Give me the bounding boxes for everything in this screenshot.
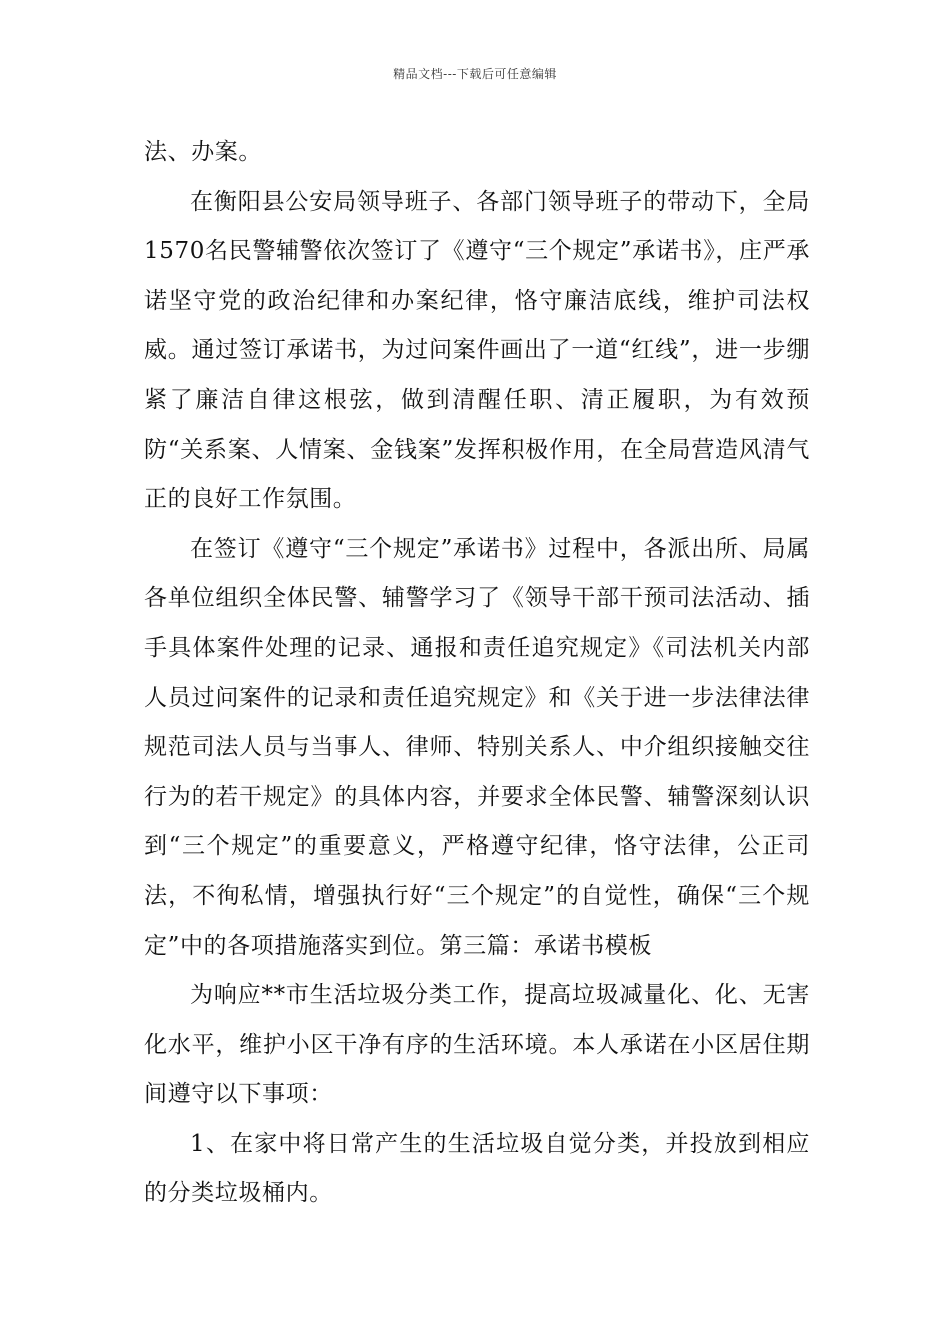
paragraph-4: 为响应**市生活垃圾分类工作，提高垃圾减量化、化、无害化水平，维护小区干净有序的生活环境。本人承诺在小区居住期间遵守以下事项： xyxy=(144,982,810,1108)
paragraph-2: 在衡阳县公安局领导班子、各部门领导班子的带动下，全局1570名民警辅警依次签订了《遵守“三个规定”承诺书》，庄严承诺坚守党的政治纪律和办案纪律，恪守廉洁底线，维护司法权威。通过签订承诺书，为过问案件画出了一道“红线”，进一步绷紧了廉洁自律这根弦，做到清醒任职、清正履职，为有效预防“关系案、人情案、金钱案”发挥积极作用，在全局营造风清气正的良好工作氛围。 xyxy=(144,188,810,513)
paragraph-1: 法、办案。 xyxy=(144,139,262,165)
paragraph-5: 1、在家中将日常产生的生活垃圾自觉分类，并投放到相应的分类垃圾桶内。 xyxy=(144,1130,810,1207)
document-body xyxy=(144,128,810,1219)
page-header: 精品文档---下载后可任意编辑 xyxy=(393,67,557,81)
paragraph-3: 在签订《遵守“三个规定”承诺书》过程中，各派出所、局属各单位组织全体民警、辅警学习了《领导干部干预司法活动、插手具体案件处理的记录、通报和责任追究规定》《司法机关内部人员过问案件的记录和责任追究规定》和《关于进一步法律法律规范司法人员与当事人、律师、特别关系人、中介组织接触交往行为的若干规定》的具体内容，并要求全体民警、辅警深刻认识到“三个规定”的重要意义，严格遵守纪律，恪守法律，公正司法，不徇私情，增强执行好“三个规定”的自觉性，确保“三个规定”中的各项措施落实到位。第三篇：承诺书模板 xyxy=(144,535,810,959)
